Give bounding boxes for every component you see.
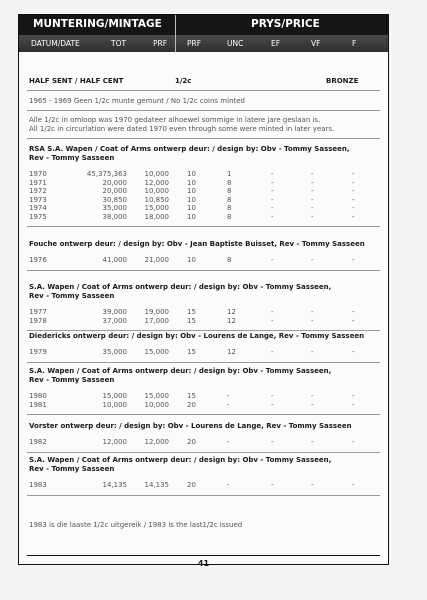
table-cell: - <box>352 316 355 325</box>
section-heading: Rev - Tommy Sasseen <box>29 465 115 473</box>
table-cell: - <box>311 187 314 195</box>
table-cell: 15 <box>187 348 196 356</box>
table-cell: - <box>311 178 314 187</box>
table-cell: 12 <box>227 316 236 325</box>
separator-line <box>27 138 380 139</box>
table-cell: 15,000 <box>144 348 169 356</box>
table-cell: - <box>271 308 274 316</box>
table-cell: - <box>311 212 314 221</box>
row-date: 1979 <box>29 348 47 356</box>
col-unc: UNC <box>227 39 244 48</box>
page-number: 41 <box>197 559 210 568</box>
col-prf-mintage: PRF <box>153 39 168 48</box>
table-cell: - <box>311 308 314 316</box>
table-cell: - <box>271 195 274 204</box>
table-cell: - <box>352 212 355 221</box>
table-cell: 19,000 <box>144 308 169 316</box>
table-cell: 20,000 <box>102 187 127 195</box>
separator-line <box>27 90 380 91</box>
table-cell: - <box>227 481 230 489</box>
table-cell: - <box>311 256 314 264</box>
row-date: 1981 <box>29 400 47 409</box>
table-cell: 15 <box>187 308 196 316</box>
table-cell: - <box>311 400 314 409</box>
table-cell: 35,000 <box>102 348 127 356</box>
table-cell: - <box>352 308 355 316</box>
table-cell: - <box>271 316 274 325</box>
row-date: 1982 <box>29 438 47 446</box>
table-cell: - <box>311 195 314 204</box>
table-cell: 10,850 <box>144 195 169 204</box>
col-ef: EF <box>271 39 281 48</box>
table-cell: 20 <box>187 481 196 489</box>
table-cell: - <box>271 348 274 356</box>
table-cell: - <box>311 204 314 212</box>
table-cell: - <box>271 400 274 409</box>
table-cell: 10 <box>187 204 196 212</box>
table-cell: 21,000 <box>144 256 169 264</box>
table-cell: 12,000 <box>144 438 169 446</box>
table-cell: - <box>271 170 274 178</box>
row-date: 1983 <box>29 481 47 489</box>
table-cell: 39,000 <box>102 308 127 316</box>
section-heading: S.A. Wapen / Coat of Arms ontwerp deur: / design by: Obv - Tommy Sasseen, <box>29 283 332 291</box>
header-title-bar <box>19 15 388 35</box>
table-cell: 10 <box>187 178 196 187</box>
mintage-title: MUNTERING/MINTAGE <box>33 18 162 30</box>
row-date: 1975 <box>29 212 47 221</box>
table-cell: - <box>227 438 230 446</box>
table-cell: - <box>352 438 355 446</box>
table-cell: 10,000 <box>144 187 169 195</box>
table-cell: 20 <box>187 438 196 446</box>
table-cell: - <box>352 187 355 195</box>
table-cell: - <box>311 316 314 325</box>
table-cell: 45,375,363 <box>86 170 127 178</box>
row-date: 1972 <box>29 187 47 195</box>
table-cell: 10 <box>187 212 196 221</box>
row-date: 1970 <box>29 170 47 178</box>
table-cell: 10 <box>187 195 196 204</box>
section-heading: Diedericks ontwerp deur: / design by: Obv - Lourens de Lange, Rev - Tommy Sasseen <box>29 332 365 340</box>
separator-line <box>27 226 380 227</box>
table-cell: - <box>271 392 274 400</box>
table-cell: 8 <box>227 178 232 187</box>
separator-line <box>27 414 380 415</box>
table-cell: 35,000 <box>102 204 127 212</box>
table-cell: 10,000 <box>144 400 169 409</box>
table-cell: 8 <box>227 256 232 264</box>
table-cell: 20,000 <box>102 178 127 187</box>
table-cell: 12 <box>227 308 236 316</box>
header-divider <box>175 15 176 52</box>
section-heading: Rev - Tommy Sasseen <box>29 376 115 384</box>
table-cell: 10,000 <box>102 400 127 409</box>
header-columns-bar <box>19 35 388 52</box>
table-cell: - <box>271 187 274 195</box>
table-cell: 15,000 <box>144 392 169 400</box>
separator-line <box>27 452 380 453</box>
price-title: PRYS/PRICE <box>251 18 320 30</box>
table-cell: - <box>271 212 274 221</box>
coin-name: HALF SENT / HALF CENT <box>29 77 124 85</box>
table-cell: - <box>352 481 355 489</box>
row-date: 1980 <box>29 392 47 400</box>
section-heading: Rev - Tommy Sasseen <box>29 154 115 162</box>
table-cell: - <box>352 256 355 264</box>
col-f: F <box>352 39 357 48</box>
table-cell: - <box>227 400 230 409</box>
table-cell: - <box>311 481 314 489</box>
table-cell: 12,000 <box>102 438 127 446</box>
table-cell: 30,850 <box>102 195 127 204</box>
section-heading: S.A. Wapen / Coat of Arms ontwerp deur: / design by: Obv - Tommy Sasseen, <box>29 367 332 375</box>
table-cell: - <box>311 348 314 356</box>
row-date: 1974 <box>29 204 47 212</box>
table-cell: - <box>311 438 314 446</box>
table-cell: 10,000 <box>144 170 169 178</box>
table-cell: 20 <box>187 400 196 409</box>
table-cell: - <box>311 392 314 400</box>
note-no-mintage: 1965 - 1969 Geen 1/2c munte gemunt / No 1/2c coins minted <box>29 97 245 105</box>
table-cell: 10 <box>187 170 196 178</box>
table-cell: - <box>227 392 230 400</box>
table-cell: - <box>271 256 274 264</box>
coin-metal: BRONZE <box>326 77 359 85</box>
row-date: 1973 <box>29 195 47 204</box>
separator-line <box>27 330 380 331</box>
section-heading: S.A. Wapen / Coat of Arms ontwerp deur: / design by: Obv - Tommy Sasseen, <box>29 456 332 464</box>
table-cell: 38,000 <box>102 212 127 221</box>
table-cell: - <box>271 438 274 446</box>
table-cell: 37,000 <box>102 316 127 325</box>
table-cell: 15,000 <box>102 392 127 400</box>
table-cell: 1 <box>227 170 232 178</box>
table-cell: 15 <box>187 392 196 400</box>
separator-line <box>27 110 380 111</box>
last-issue-note: 1983 is die laaste 1/2c uitgereik / 1983 is the last1/2c issued <box>29 521 243 529</box>
table-cell: - <box>352 170 355 178</box>
col-date: DATUM/DATE <box>31 39 80 48</box>
table-cell: - <box>352 195 355 204</box>
table-cell: 41,000 <box>102 256 127 264</box>
table-cell: 10 <box>187 256 196 264</box>
table-cell: 12,000 <box>144 178 169 187</box>
table-cell: - <box>352 178 355 187</box>
table-cell: - <box>271 204 274 212</box>
col-vf: VF <box>311 39 321 48</box>
table-cell: - <box>271 481 274 489</box>
page-frame <box>18 14 389 568</box>
table-cell: 17,000 <box>144 316 169 325</box>
table-cell: 14,135 <box>102 481 127 489</box>
separator-line <box>27 362 380 363</box>
separator-line <box>27 495 380 496</box>
table-cell: 8 <box>227 195 232 204</box>
table-cell: 8 <box>227 212 232 221</box>
table-cell: 14,135 <box>144 481 169 489</box>
table-cell: - <box>352 400 355 409</box>
table-cell: - <box>271 178 274 187</box>
coin-denomination: 1/2c <box>175 77 192 85</box>
table-cell: 8 <box>227 204 232 212</box>
note-dated-af: Alle 1/2c in omloop was 1970 gedateer alhoewel sommige in latere jare geslaan is. <box>29 116 321 124</box>
note-dated-en: All 1/2c in circurlation were dated 1970 even through some were minted in later years. <box>29 125 335 133</box>
row-date: 1971 <box>29 178 47 187</box>
row-date: 1977 <box>29 308 47 316</box>
table-cell: 15 <box>187 316 196 325</box>
section-heading: RSA S.A. Wapen / Coat of Arms ontwerp deur: / design by: Obv - Tommy Sasseen, <box>29 145 350 153</box>
section-heading: Fouche ontwerp deur: / design by: Obv - Jean Baptiste Buisset, Rev - Tommy Sasseen <box>29 240 365 248</box>
footer-rule <box>27 555 380 556</box>
separator-line <box>27 270 380 271</box>
section-heading: Rev - Tommy Sasseen <box>29 292 115 300</box>
table-cell: 8 <box>227 187 232 195</box>
table-cell: 10 <box>187 187 196 195</box>
section-heading: Vorster ontwerp deur: / design by: Obv - Lourens de Lange, Rev - Tommy Sasseen <box>29 422 352 430</box>
table-cell: - <box>352 392 355 400</box>
col-tot: TOT <box>111 39 127 48</box>
table-cell: 12 <box>227 348 236 356</box>
table-cell: - <box>311 170 314 178</box>
col-prf-price: PRF <box>187 39 202 48</box>
table-cell: - <box>352 204 355 212</box>
table-cell: 15,000 <box>144 204 169 212</box>
row-date: 1976 <box>29 256 47 264</box>
row-date: 1978 <box>29 316 47 325</box>
table-cell: 18,000 <box>144 212 169 221</box>
table-cell: - <box>352 348 355 356</box>
